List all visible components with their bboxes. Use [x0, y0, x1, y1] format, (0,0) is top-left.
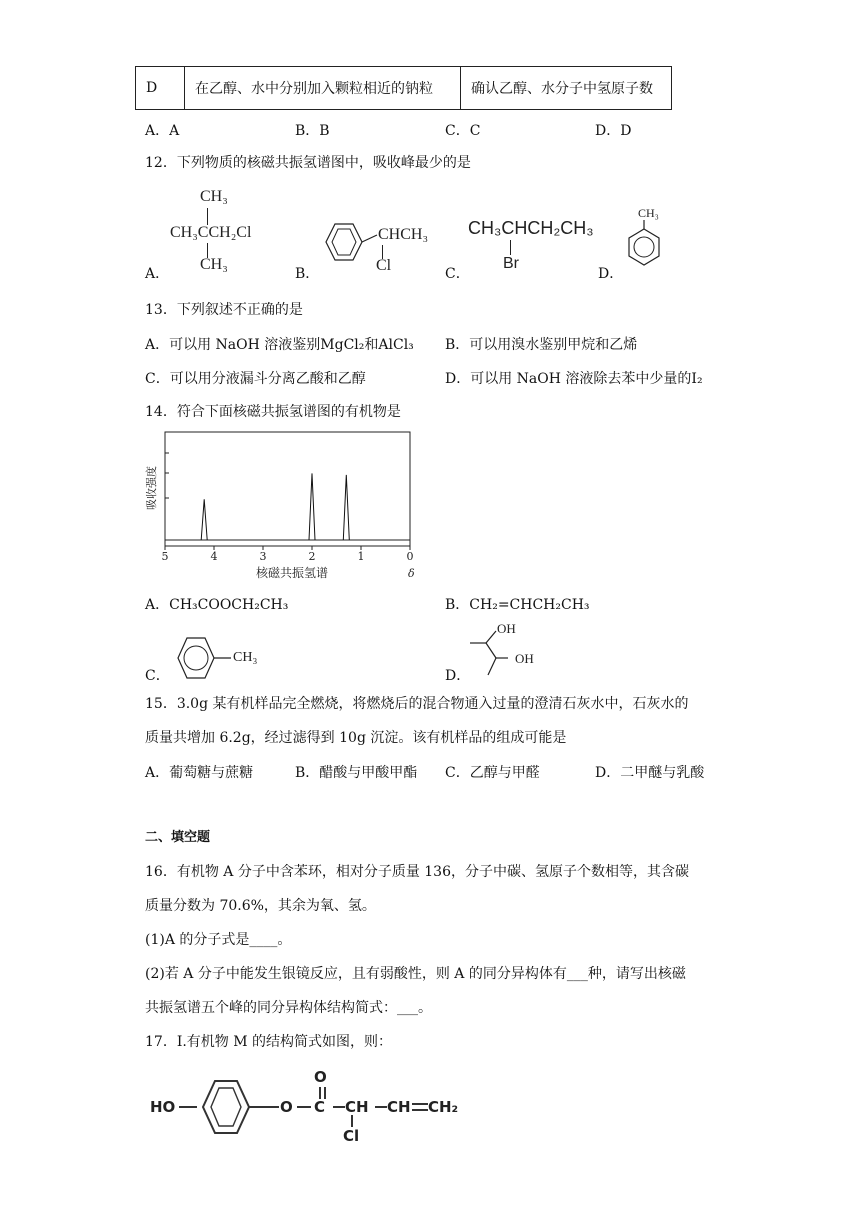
q17-ch2: CH — [387, 1098, 411, 1116]
q17-o-top: O — [314, 1068, 327, 1086]
q12-stem: 12．下列物质的核磁共振氢谱图中，吸收峰最少的是 — [145, 155, 471, 171]
benzene-ring-icon — [315, 218, 385, 268]
q14-stem: 14．符合下面核磁共振氢谱图的有机物是 — [145, 404, 401, 420]
q12-label-a: A． — [145, 266, 170, 282]
q14-option-a: A．CH₃COOCH₂CH₃ — [145, 597, 289, 613]
y-axis-label: 吸收强度 — [145, 466, 158, 510]
q13-option-b: B．可以用溴水鉴别甲烷和乙烯 — [445, 337, 638, 353]
q17-ch-end: CH₂ — [428, 1098, 459, 1116]
x-tick-label: 3 — [259, 550, 267, 563]
q16-line1: 16．有机物 A 分子中含苯环，相对分子质量 136，分子中碳、氢原子个数相等，其含碳 — [145, 864, 689, 880]
q15-option-d: D．二甲醚与乳酸 — [595, 765, 705, 781]
table-cell: 确认乙醇、水分子中氢原子数 — [461, 67, 672, 110]
q11-option-a: A．A — [145, 123, 180, 139]
section-title: 二、填空题 — [145, 830, 211, 845]
q12-mol-c-sub: Br — [503, 255, 519, 272]
option-table — [135, 66, 672, 110]
q14-c-group: CH₃ — [233, 650, 258, 665]
x-axis-unit: δ — [408, 567, 415, 580]
q11-option-b: B．B — [295, 123, 330, 139]
q15-line2: 质量共增加 6.2g，经过滤得到 10g 沉淀。该有机样品的组成可能是 — [145, 730, 567, 746]
benzene-ring-icon — [165, 634, 235, 686]
q11-option-c: C．C — [445, 123, 481, 139]
q16-line2: 质量分数为 70.6%，其余为氧、氢。 — [145, 898, 376, 914]
q17-o: O — [280, 1098, 293, 1116]
q12-label-c: C． — [445, 266, 470, 282]
q15-option-a: A．葡萄糖与蔗糖 — [145, 765, 254, 781]
q12-label-d: D． — [598, 266, 624, 282]
x-tick-label: 0 — [406, 550, 414, 563]
q12-mol-c-main: CH₃CHCH₂CH₃ — [468, 218, 594, 238]
q13-option-a: A．可以用 NaOH 溶液鉴别MgCl₂和AlCl₃ — [145, 337, 414, 353]
nmr-peak — [201, 499, 207, 540]
table-cell: 在乙醇、水中分别加入颗粒相近的钠粒 — [185, 67, 461, 110]
q16-sub2a: (2)若 A 分子中能发生银镜反应，且有弱酸性，则 A 的同分异构体有___种，请写出核磁 — [145, 966, 686, 982]
nmr-peak — [343, 475, 349, 540]
q14-option-b: B．CH₂=CHCH₂CH₃ — [445, 597, 590, 613]
q14-d-oh2: OH — [515, 651, 534, 666]
q17-c: C — [314, 1098, 326, 1116]
q12-mol-a-bot: CH₃ — [200, 256, 228, 273]
q16-sub2b: 共振氢谱五个峰的同分异构体结构简式：___。 — [145, 1000, 432, 1016]
q12-mol-a-mid: CH₃CCH₂Cl — [170, 224, 252, 241]
x-axis-label: 核磁共振氢谱 — [255, 566, 329, 580]
q15-option-b: B．醋酸与甲酸甲酯 — [295, 765, 418, 781]
nmr-chart — [140, 428, 430, 583]
q17-ho: HO — [150, 1098, 176, 1116]
table-cell: D — [136, 67, 185, 110]
q16-sub1: (1)A 的分子式是____。 — [145, 932, 292, 948]
x-tick-label: 5 — [161, 550, 169, 563]
q17-cl: Cl — [343, 1127, 360, 1145]
q13-option-d: D．可以用 NaOH 溶液除去苯中少量的I₂ — [445, 371, 703, 387]
q13-stem: 13．下列叙述不正确的是 — [145, 302, 303, 318]
q15-option-c: C．乙醇与甲醛 — [445, 765, 540, 781]
bond-line — [207, 208, 208, 225]
q14-label-d: D． — [445, 668, 471, 684]
toluene-ring-icon — [620, 220, 670, 275]
q12-mol-d-top: CH₃ — [638, 206, 659, 220]
q11-option-d: D．D — [595, 123, 632, 139]
x-tick-label: 2 — [308, 550, 316, 563]
q12-mol-b-group: CHCH₃ — [378, 226, 429, 243]
q17-stem: 17．I.有机物 M 的结构简式如图，则： — [145, 1034, 393, 1050]
x-tick-label: 4 — [210, 550, 218, 563]
q17-ch: CH — [345, 1098, 369, 1116]
q12-label-b: B． — [295, 266, 320, 282]
q12-mol-a-top: CH₃ — [200, 188, 228, 205]
table-row — [136, 67, 672, 110]
q13-option-c: C．可以用分液漏斗分离乙酸和乙醇 — [145, 371, 366, 387]
q14-d-oh1: OH — [497, 621, 516, 636]
x-tick-label: 1 — [357, 550, 365, 563]
nmr-peak — [309, 473, 315, 540]
q12-mol-b-sub: Cl — [376, 257, 392, 274]
q14-label-c: C． — [145, 668, 170, 684]
bond-line — [510, 240, 511, 255]
q15-line1: 15．3.0g 某有机样品完全燃烧，将燃烧后的混合物通入过量的澄清石灰水中，石灰水的 — [145, 696, 689, 712]
